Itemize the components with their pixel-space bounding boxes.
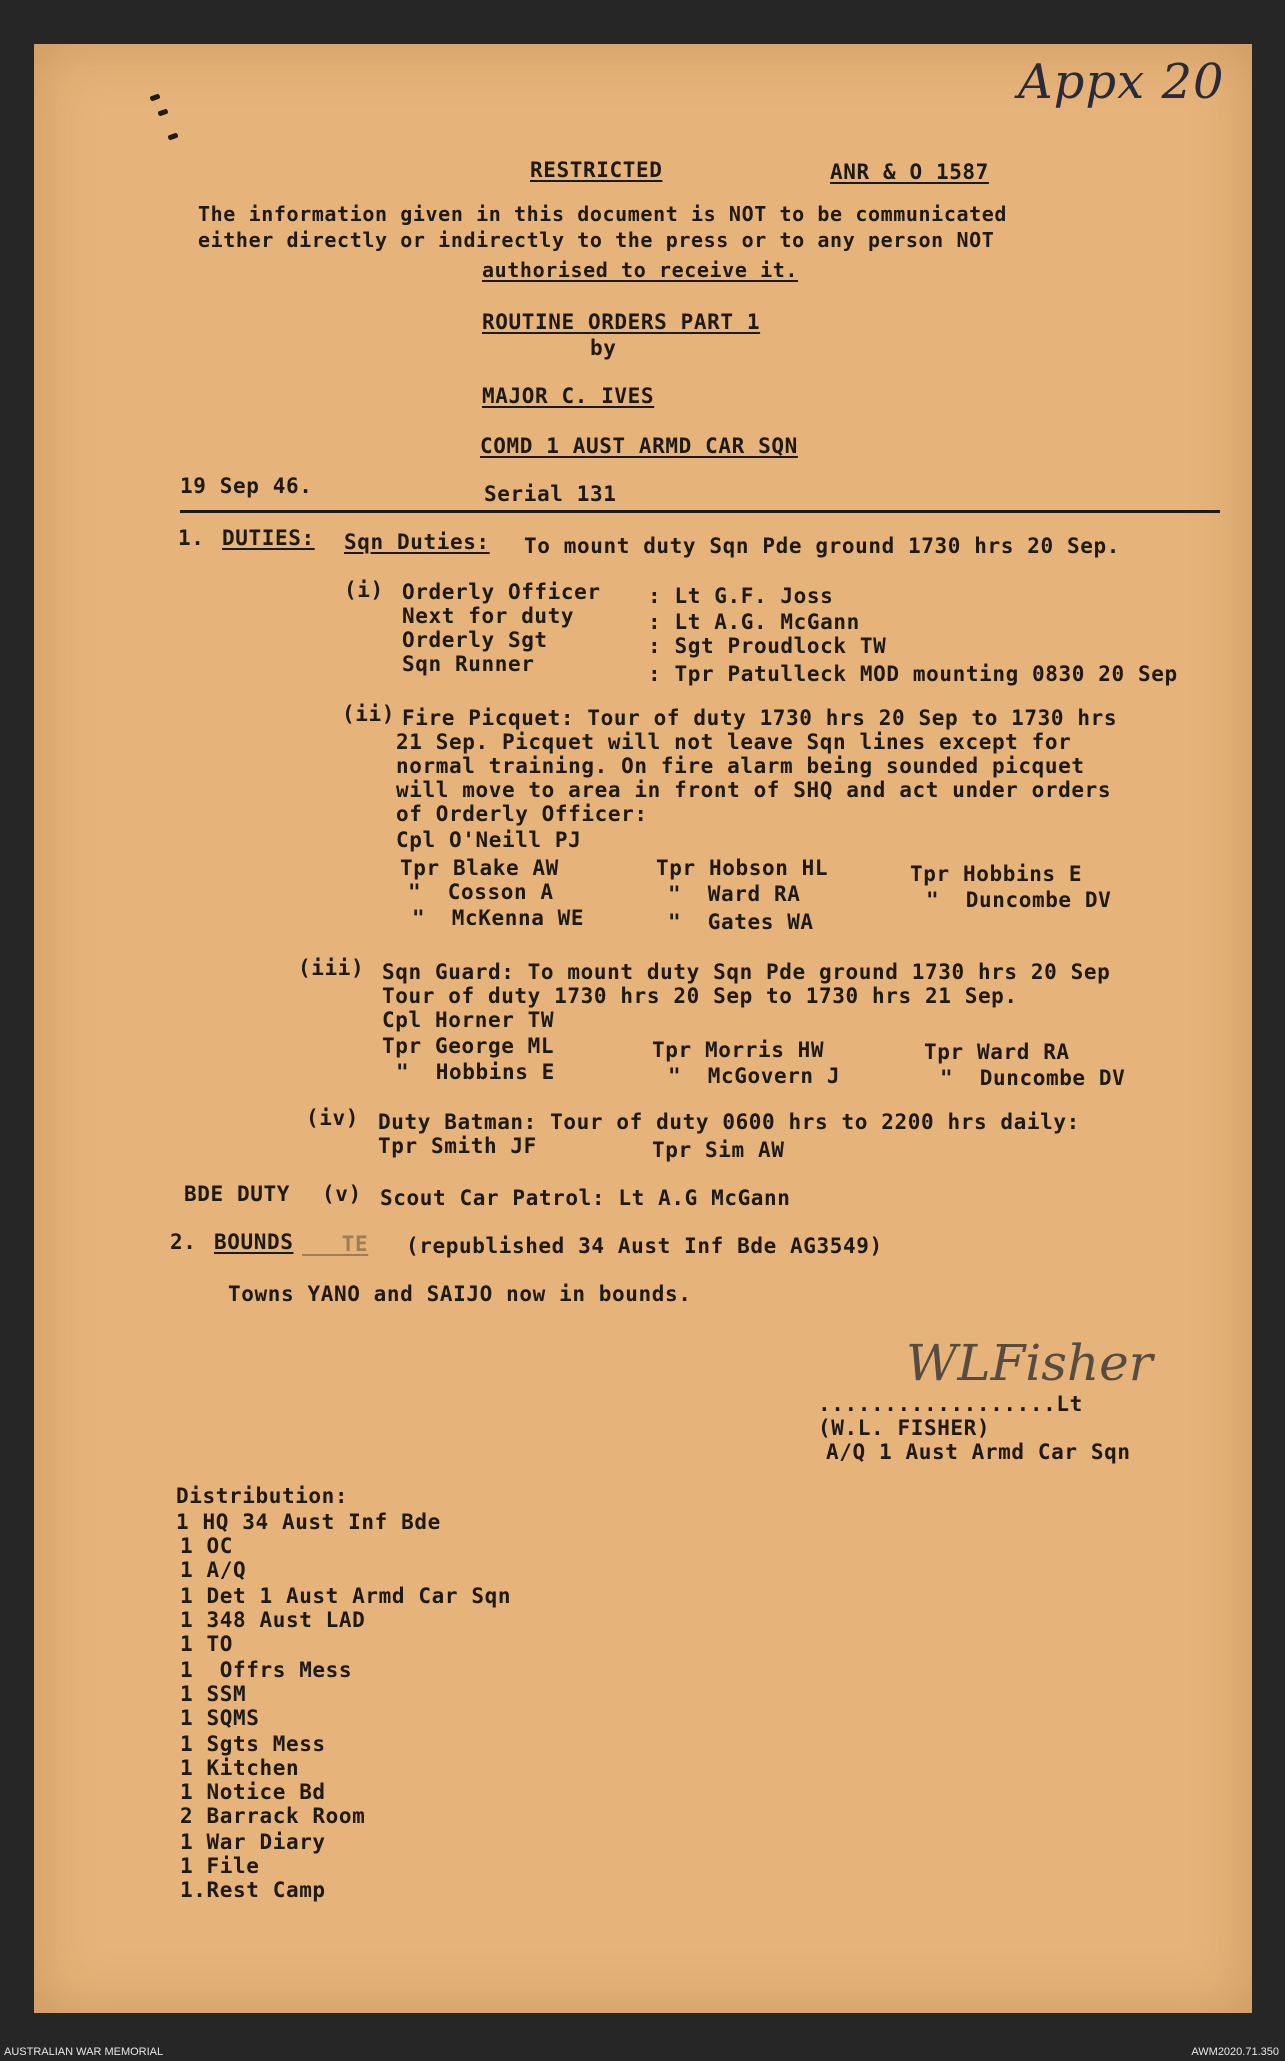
duty-role: Orderly Sgt — [402, 628, 548, 652]
picquet-member: " Ward RA — [668, 882, 801, 906]
signature-scrawl: WLFisher — [906, 1334, 1153, 1392]
commander-name: MAJOR C. IVES — [482, 384, 655, 408]
picquet-member: " Gates WA — [668, 910, 814, 934]
distribution-item: 1 SSM — [180, 1682, 247, 1706]
guard-member: " McGovern J — [668, 1064, 841, 1088]
duty-batman-line: Duty Batman: Tour of duty 0600 hrs to 2200 hrs daily: — [378, 1110, 1080, 1134]
item-number: (i) — [344, 578, 384, 602]
picquet-member: Tpr Hobson HL — [656, 856, 829, 880]
batman-name: Tpr Smith JF — [378, 1134, 537, 1158]
sqn-duties-label: Sqn Duties: — [344, 530, 490, 554]
guard-member: Tpr George ML — [382, 1034, 555, 1058]
scout-car-patrol: Scout Car Patrol: Lt A.G McGann — [380, 1186, 791, 1210]
distribution-item: 1 OC — [180, 1534, 233, 1558]
signature-line: ..................Lt — [818, 1392, 1083, 1416]
duty-role: Sqn Runner — [402, 652, 535, 676]
archive-id: AWM2020.71.350 — [1191, 2046, 1279, 2058]
notice-line: authorised to receive it. — [482, 258, 799, 282]
distribution-item: 1 TO — [180, 1632, 233, 1656]
distribution-item: 1 Offrs Mess — [180, 1658, 353, 1682]
restricted-heading: RESTRICTED — [530, 158, 663, 182]
section-heading: DUTIES: — [222, 526, 315, 550]
duty-name: : Sgt Proudlock TW — [648, 634, 887, 658]
notice-line: either directly or indirectly to the press or to any person NOT — [198, 228, 995, 252]
distribution-item: 1 SQMS — [180, 1706, 260, 1730]
duty-name: : Tpr Patulleck MOD mounting 0830 20 Sep — [648, 662, 1178, 686]
distribution-item: 1 Notice Bd — [180, 1780, 326, 1804]
archive-credit: AUSTRALIAN WAR MEMORIAL — [4, 2046, 164, 2058]
header-rule — [180, 510, 1220, 513]
distribution-item: 2 Barrack Room — [180, 1804, 366, 1828]
section-heading: BOUNDS — [214, 1230, 294, 1254]
signatory-name: (W.L. FISHER) — [818, 1416, 991, 1440]
document-title: ROUTINE ORDERS PART 1 — [482, 310, 761, 334]
item-number: (ii) — [342, 702, 395, 726]
distribution-item: 1 A/Q — [180, 1558, 247, 1582]
item-number: (v) — [322, 1182, 362, 1206]
distribution-item: 1 War Diary — [180, 1830, 326, 1854]
item-number: (iv) — [306, 1106, 359, 1130]
notice-line: The information given in this document is NOT to be communicated — [198, 202, 1008, 226]
section-heading-faded: TE — [302, 1232, 369, 1256]
title-by: by — [590, 336, 617, 360]
fire-picquet-line: 21 Sep. Picquet will not leave Sqn lines except for — [396, 730, 1072, 754]
section-number: 2. — [170, 1230, 197, 1254]
distribution-item: 1 Det 1 Aust Armd Car Sqn — [180, 1584, 512, 1608]
duty-name: : Lt A.G. McGann — [648, 610, 860, 634]
distribution-item: 1 348 Aust LAD — [180, 1608, 366, 1632]
distribution-item: 1 File — [180, 1854, 260, 1878]
picquet-member: " McKenna WE — [412, 906, 585, 930]
picquet-leader: Cpl O'Neill PJ — [396, 828, 582, 852]
duty-role: Next for duty — [402, 604, 575, 628]
fire-picquet-line: normal training. On fire alarm being sounded picquet — [396, 754, 1085, 778]
fire-picquet-line: of Orderly Officer: — [396, 802, 648, 826]
guard-member: Tpr Morris HW — [652, 1038, 825, 1062]
distribution-heading: Distribution: — [176, 1484, 349, 1508]
picquet-member: Tpr Hobbins E — [910, 862, 1083, 886]
duty-name: : Lt G.F. Joss — [648, 584, 834, 608]
fire-picquet-line: will move to area in front of SHQ and act under orders — [396, 778, 1112, 802]
sqn-guard-line: Sqn Guard: To mount duty Sqn Pde ground 1730 hrs 20 Sep — [382, 960, 1111, 984]
bounds-body: Towns YANO and SAIJO now in bounds. — [228, 1282, 692, 1306]
distribution-item: 1.Rest Camp — [180, 1878, 326, 1902]
document-reference: ANR & O 1587 — [830, 160, 989, 184]
batman-name: Tpr Sim AW — [652, 1138, 785, 1162]
fire-picquet-line: Fire Picquet: Tour of duty 1730 hrs 20 Sep to 1730 hrs — [402, 706, 1118, 730]
order-date: 19 Sep 46. — [180, 474, 313, 498]
bounds-reference: (republished 34 Aust Inf Bde AG3549) — [406, 1234, 883, 1258]
picquet-member: " Cosson A — [408, 880, 554, 904]
sqn-guard-line: Tour of duty 1730 hrs 20 Sep to 1730 hrs 21 Sep. — [382, 984, 1018, 1008]
picquet-member: " Duncombe DV — [926, 888, 1112, 912]
distribution-item: 1 Kitchen — [180, 1756, 300, 1780]
section-number: 1. — [178, 526, 205, 550]
guard-member: Tpr Ward RA — [924, 1040, 1070, 1064]
unit-name: COMD 1 AUST ARMD CAR SQN — [480, 434, 798, 458]
serial-number: Serial 131 — [484, 482, 617, 506]
guard-member: " Hobbins E — [396, 1060, 555, 1084]
guard-member: " Duncombe DV — [940, 1066, 1126, 1090]
picquet-member: Tpr Blake AW — [400, 856, 559, 880]
guard-leader: Cpl Horner TW — [382, 1008, 555, 1032]
item-number: (iii) — [298, 956, 365, 980]
signatory-title: A/Q 1 Aust Armd Car Sqn — [826, 1440, 1131, 1464]
handwritten-annotation: Appx 20 — [1018, 54, 1225, 110]
distribution-item: 1 Sgts Mess — [180, 1732, 326, 1756]
duty-role: Orderly Officer — [402, 580, 601, 604]
distribution-item: 1 HQ 34 Aust Inf Bde — [176, 1510, 441, 1534]
sqn-duties-text: To mount duty Sqn Pde ground 1730 hrs 20 Sep. — [524, 534, 1120, 558]
bde-duty-prefix: BDE DUTY — [184, 1182, 290, 1206]
